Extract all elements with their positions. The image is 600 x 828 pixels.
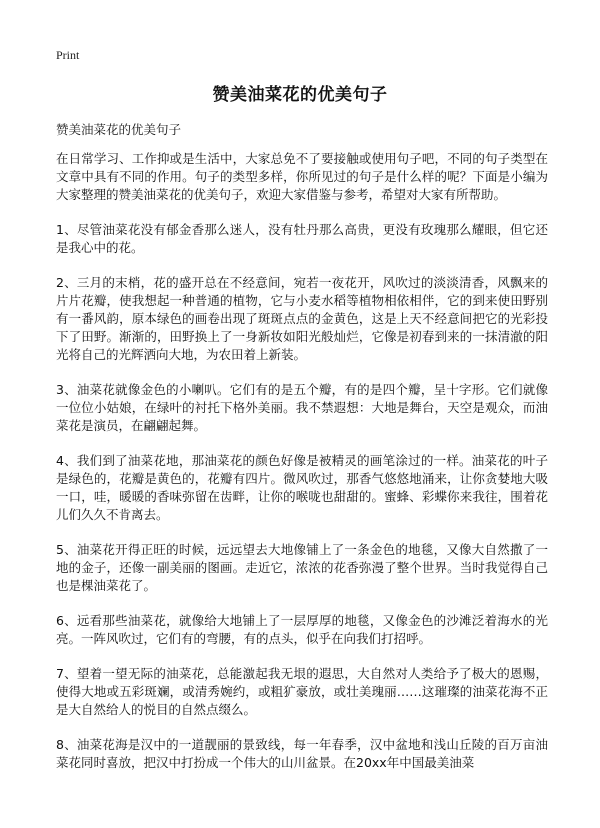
paragraph-7: 7、望着一望无际的油菜花，总能激起我无垠的遐思，大自然对人类给予了极大的恩赐，使得大地或五彩斑斓，或清秀婉约，或粗犷豪放，或壮美瑰丽……这璀璨的油菜花海不正是大自然给人的悦目的自然点缀么。: [56, 666, 548, 717]
intro-paragraph: 在日常学习、工作抑或是生活中，大家总免不了要接触或使用句子吧，不同的句子类型在文章中具有不同的作用。句子的类型多样，你所见过的句子是什么样的呢？下面是小编为大家整理的赞美油菜花的优美句子，欢迎大家借鉴与参考，希望对大家有所帮助。: [56, 151, 548, 202]
print-link[interactable]: Print: [56, 48, 80, 62]
article-subtitle: 赞美油菜花的优美句子: [56, 122, 182, 137]
article-title: 赞美油菜花的优美句子: [212, 85, 388, 105]
paragraph-6: 6、远看那些油菜花，就像给大地铺上了一层厚厚的地毯，又像金色的沙滩泛着海水的光亮。一阵风吹过，它们有的弯腰，有的点头，似乎在向我们打招呼。: [56, 613, 548, 646]
paragraph-3: 3、油菜花就像金色的小喇叭。它们有的是五个瓣，有的是四个瓣，呈十字形。它们就像一位位小姑娘，在绿叶的衬托下格外美丽。我不禁遐想：大地是舞台，天空是观众，而油菜花是演员，在翩翩起舞。: [56, 382, 548, 433]
paragraph-4: 4、我们到了油菜花地，那油菜花的颜色好像是被精灵的画笔涂过的一样。油菜花的叶子是绿色的，花瓣是黄色的，花瓣有四片。微风吹过，那香气悠悠地涌来，让你贪婪地大吸一口，哇，暖暖的香味弥留在齿畔，让你的喉咙也甜甜的。蜜蜂、彩蝶你来我往，围着花儿们久久不肯离去。: [56, 453, 548, 522]
paragraph-5: 5、油菜花开得正旺的时候，远远望去大地像铺上了一条金色的地毯，又像大自然撒了一地的金子，还像一副美丽的图画。走近它，浓浓的花香弥漫了整个世界。当时我觉得自己也是棵油菜花了。: [56, 542, 548, 593]
paragraph-1: 1、尽管油菜花没有郁金香那么迷人，没有牡丹那么高贵，更没有玫瑰那么耀眼，但它还是我心中的花。: [56, 222, 548, 255]
article-body: [56, 150, 548, 789]
paragraph-8: 8、油菜花海是汉中的一道靓丽的景致线，每一年春季，汉中盆地和浅山丘陵的百万亩油菜花同时喜放，把汉中打扮成一个伟大的山川盆景。在20xx年中国最美油菜: [56, 737, 548, 770]
paragraph-2: 2、三月的末梢，花的盛开总在不经意间，宛若一夜花开，风吹过的淡淡清香，风飘来的片片花瓣，使我想起一种普通的植物，它与小麦水稻等植物相依相伴，它的到来使田野别有一番风韵，原本绿色的画卷出现了斑斑点点的金黄色，这是上天不经意间把它的光彩投下了田野。渐渐的，田野换上了一身新妆如阳光般灿烂，它像是初春到来的一抹清澈的阳光将自己的光辉洒向大地，为农田着上新装。: [56, 275, 548, 362]
